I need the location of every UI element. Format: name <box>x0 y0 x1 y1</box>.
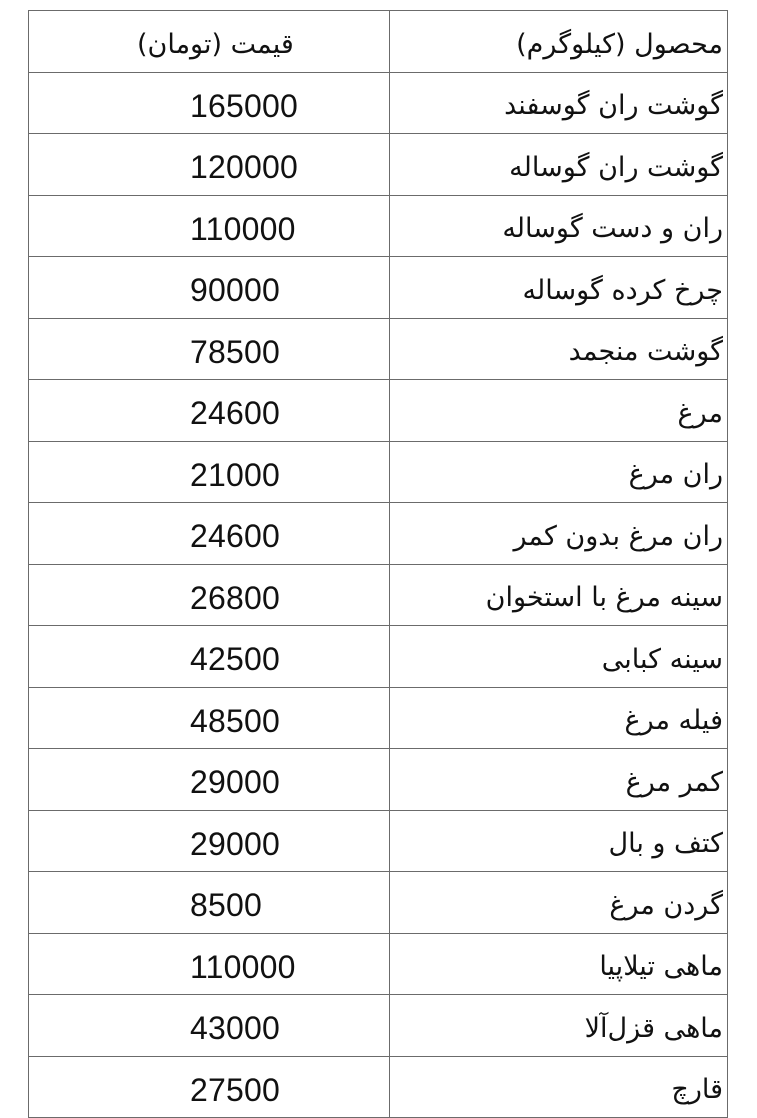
product-cell: گوشت ران گوسفند <box>389 72 727 134</box>
product-cell: ران مرغ بدون کمر <box>389 503 727 565</box>
table-row <box>29 626 728 688</box>
header-row <box>29 11 728 73</box>
table-row <box>29 72 728 134</box>
price-cell: 29000 <box>29 810 390 872</box>
product-cell: کتف و بال <box>389 810 727 872</box>
table-row <box>29 564 728 626</box>
table-row <box>29 1056 728 1118</box>
table-row <box>29 134 728 196</box>
price-cell: 24600 <box>29 380 390 442</box>
price-cell: 8500 <box>29 872 390 934</box>
price-cell: 27500 <box>29 1056 390 1118</box>
price-cell: 110000 <box>29 195 390 257</box>
table-body <box>29 72 728 1118</box>
price-cell: 42500 <box>29 626 390 688</box>
product-cell: ران و دست گوساله <box>389 195 727 257</box>
table-row <box>29 933 728 995</box>
table-row <box>29 195 728 257</box>
table-row <box>29 749 728 811</box>
product-cell: گوشت منجمد <box>389 318 727 380</box>
header-price: قیمت (تومان) <box>29 11 390 73</box>
table-row <box>29 380 728 442</box>
price-cell: 165000 <box>29 72 390 134</box>
table-row <box>29 995 728 1057</box>
table-row <box>29 257 728 319</box>
price-table <box>28 10 728 1118</box>
price-cell: 120000 <box>29 134 390 196</box>
price-cell: 43000 <box>29 995 390 1057</box>
table-header <box>29 11 728 73</box>
table-row <box>29 441 728 503</box>
table-row <box>29 810 728 872</box>
price-cell: 21000 <box>29 441 390 503</box>
product-cell: گردن مرغ <box>389 872 727 934</box>
table-row <box>29 872 728 934</box>
product-cell: گوشت ران گوساله <box>389 134 727 196</box>
product-cell: ران مرغ <box>389 441 727 503</box>
price-cell: 110000 <box>29 933 390 995</box>
price-cell: 48500 <box>29 687 390 749</box>
product-cell: ماهی قزل‌آلا <box>389 995 727 1057</box>
price-cell: 90000 <box>29 257 390 319</box>
price-cell: 29000 <box>29 749 390 811</box>
product-cell: سینه کبابی <box>389 626 727 688</box>
table-row <box>29 318 728 380</box>
product-cell: ماهی تیلاپیا <box>389 933 727 995</box>
table-row <box>29 503 728 565</box>
product-cell: کمر مرغ <box>389 749 727 811</box>
product-cell: چرخ کرده گوساله <box>389 257 727 319</box>
price-cell: 78500 <box>29 318 390 380</box>
product-cell: قارچ <box>389 1056 727 1118</box>
header-product: محصول (کیلوگرم) <box>389 11 727 73</box>
product-cell: سینه مرغ با استخوان <box>389 564 727 626</box>
price-cell: 26800 <box>29 564 390 626</box>
table-row <box>29 687 728 749</box>
product-cell: فیله مرغ <box>389 687 727 749</box>
price-cell: 24600 <box>29 503 390 565</box>
product-cell: مرغ <box>389 380 727 442</box>
